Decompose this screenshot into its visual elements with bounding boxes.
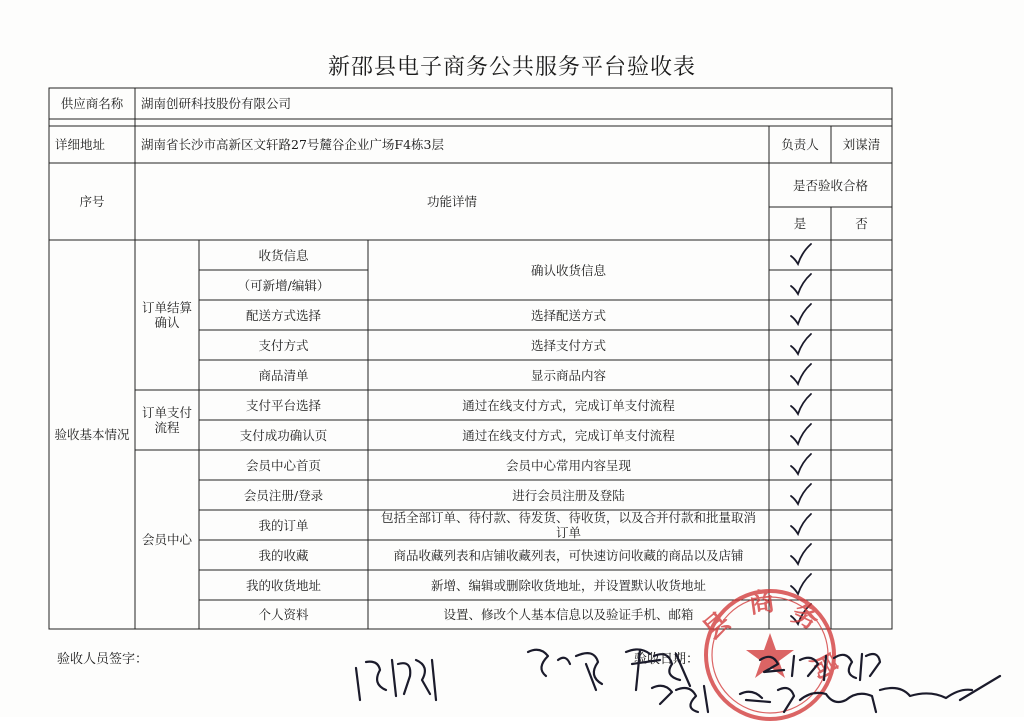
seq-header: 序号 xyxy=(79,194,105,209)
description-cell: 包括全部订单、待付款、待发货、待收货，以及合并付款和批量取消订单 xyxy=(380,510,756,540)
no-header: 否 xyxy=(855,216,868,231)
feature-cell: 我的收货地址 xyxy=(245,577,321,593)
person-value: 刘谋清 xyxy=(842,137,881,152)
description-cell: 设置、修改个人基本信息以及验证手机、邮箱 xyxy=(443,607,694,622)
feature-cell: 支付成功确认页 xyxy=(239,427,328,443)
feature-cell: 配送方式选择 xyxy=(245,307,321,323)
feature-cell: 商品清单 xyxy=(258,367,309,383)
supplier-label: 供应商名称 xyxy=(60,96,124,111)
feature-cell: 收货信息 xyxy=(258,247,309,263)
feature-cell: 会员中心首页 xyxy=(245,457,321,473)
signature-2 xyxy=(528,650,602,690)
description-cell: 通过在线支付方式，完成订单支付流程 xyxy=(462,397,675,413)
group-label-line1: 订单支付 xyxy=(141,405,192,420)
svg-text:商: 商 xyxy=(746,586,777,620)
signature-5 xyxy=(740,688,794,712)
date-label: 验收日期： xyxy=(634,652,700,667)
person-label: 负责人 xyxy=(781,137,819,152)
yes-header: 是 xyxy=(793,216,807,231)
feature-cell: 我的收藏 xyxy=(258,547,309,563)
svg-text:务: 务 xyxy=(787,598,824,637)
description-cell: 确认收货信息 xyxy=(530,262,606,278)
form-title: 新邵县电子商务公共服务平台验收表 xyxy=(327,55,696,80)
svg-text:县: 县 xyxy=(697,606,737,647)
supplier-value: 湖南创研科技股份有限公司 xyxy=(141,96,292,111)
detail-header: 功能详情 xyxy=(426,194,477,209)
group-label-line1: 订单结算 xyxy=(141,300,192,315)
group-label-line1: 会员中心 xyxy=(141,532,192,547)
section-label: 验收基本情况 xyxy=(54,427,130,442)
description-cell: 显示商品内容 xyxy=(530,367,606,383)
description-cell: 选择支付方式 xyxy=(530,337,606,353)
group-label-line2: 确认 xyxy=(154,315,180,330)
description-cell: 进行会员注册及登陆 xyxy=(512,487,625,503)
feature-cell: 个人资料 xyxy=(258,607,309,622)
svg-text:局: 局 xyxy=(803,647,843,686)
signature-3 xyxy=(626,649,690,690)
signature-4 xyxy=(652,686,708,712)
feature-cell: 支付方式 xyxy=(258,337,309,353)
feature-cell: （可新增/编辑） xyxy=(237,277,330,293)
signature-1 xyxy=(356,660,436,700)
address-value: 湖南省长沙市高新区文轩路27号麓谷企业广场F4栋3层 xyxy=(141,137,444,152)
feature-cell: 我的订单 xyxy=(258,517,309,533)
feature-cell: 支付平台选择 xyxy=(245,397,321,413)
description-cell: 商品收藏列表和店铺收藏列表，可快速访问收藏的商品以及店铺 xyxy=(393,547,744,563)
feature-cell: 会员注册/登录 xyxy=(243,487,324,503)
signers-label: 验收人员签字： xyxy=(57,652,149,667)
group-label-line2: 流程 xyxy=(154,420,180,435)
qualified-header: 是否验收合格 xyxy=(792,177,868,193)
description-cell: 会员中心常用内容呈现 xyxy=(505,457,631,473)
description-cell: 通过在线支付方式，完成订单支付流程 xyxy=(462,427,675,443)
description-cell: 新增、编辑或删除收货地址，并设置默认收货地址 xyxy=(430,577,706,593)
signature-date xyxy=(760,654,880,680)
address-label: 详细地址 xyxy=(55,137,106,152)
description-cell: 选择配送方式 xyxy=(530,307,606,323)
signature-6 xyxy=(800,676,1000,712)
